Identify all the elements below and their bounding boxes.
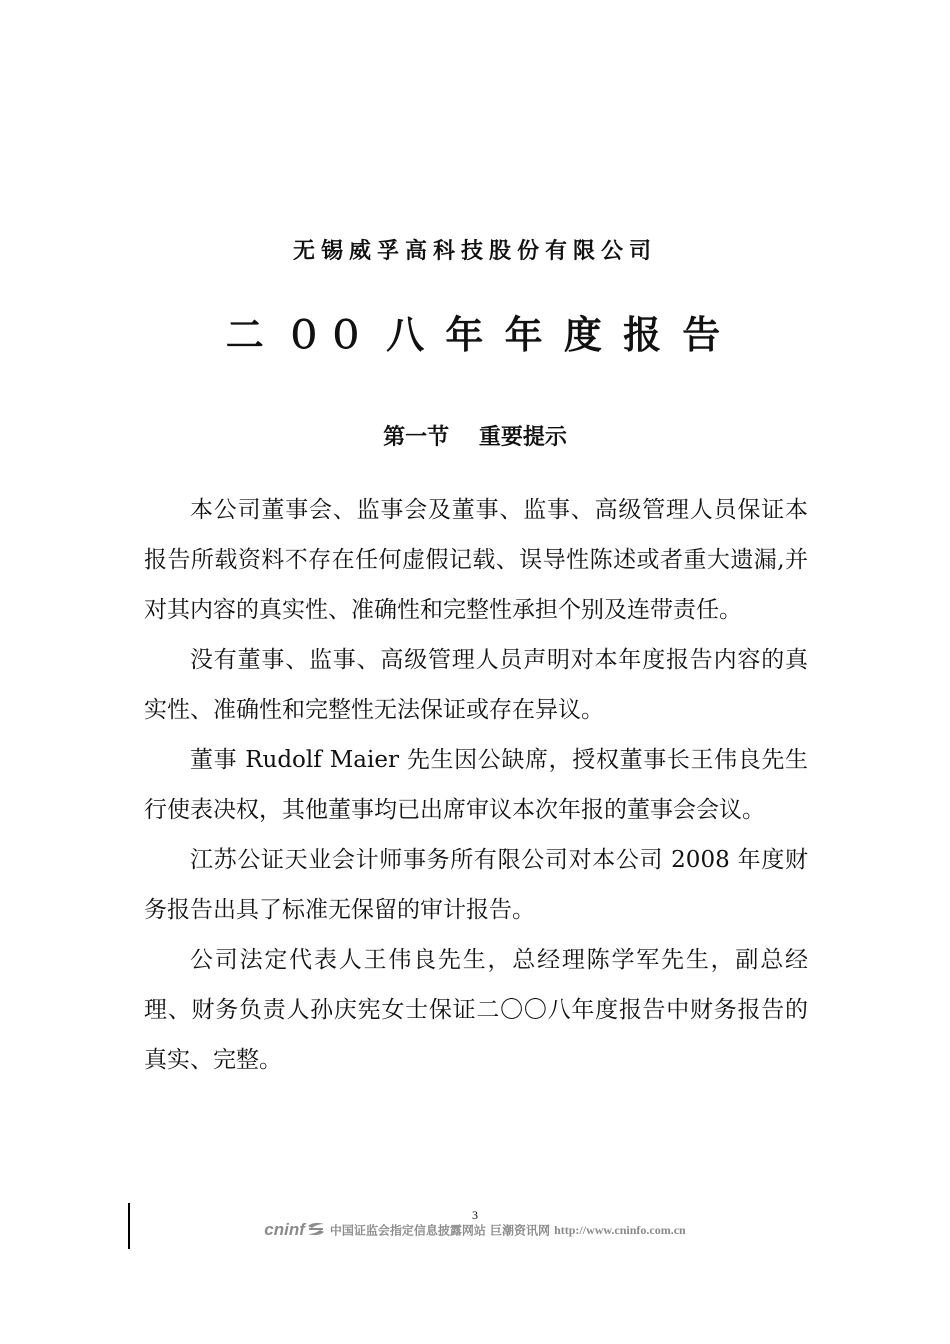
body-content	[144, 485, 808, 1085]
cninfo-logo-text: cninf	[264, 1220, 305, 1239]
footer	[0, 1220, 950, 1240]
paragraph-audit-opinion: 江苏公证天业会计师事务所有限公司对本公司 2008 年度财务报告出具了标准无保留的审计报告。	[144, 847, 808, 923]
section-title: 第一节 重要提示	[383, 425, 567, 450]
report-title: 二 ００ 八 年 年 度 报 告	[225, 313, 725, 357]
footer-site-text: 中国证监会指定信息披露网站 巨潮资讯网	[329, 1223, 551, 1238]
paragraph-disclaimer: 本公司董事会、监事会及董事、监事、高级管理人员保证本报告所载资料不存在任何虚假记载、误导性陈述或者重大遗漏,并对其内容的真实性、准确性和完整性承担个别及连带责任。	[144, 497, 808, 623]
paragraph-absent-director: 董事 Rudolf Maier 先生因公缺席，授权董事长王伟良先生行使表决权，其他董事均已出席审议本次年报的董事会会议。	[144, 747, 808, 823]
page-number: 3	[472, 1208, 478, 1222]
company-name: 无锡威孚高科技股份有限公司	[292, 239, 657, 264]
paragraph-representatives: 公司法定代表人王伟良先生，总经理陈学军先生，副总经理、财务负责人孙庆宪女士保证二〇〇八年度报告中财务报告的真实、完整。	[144, 947, 808, 1073]
paragraph-no-objection: 没有董事、监事、高级管理人员声明对本年度报告内容的真实性、准确性和完整性无法保证或存在异议。	[144, 647, 808, 723]
footer-url[interactable]: http://www.cninfo.com.cn	[554, 1222, 686, 1237]
cninfo-swirl-icon	[306, 1221, 326, 1240]
